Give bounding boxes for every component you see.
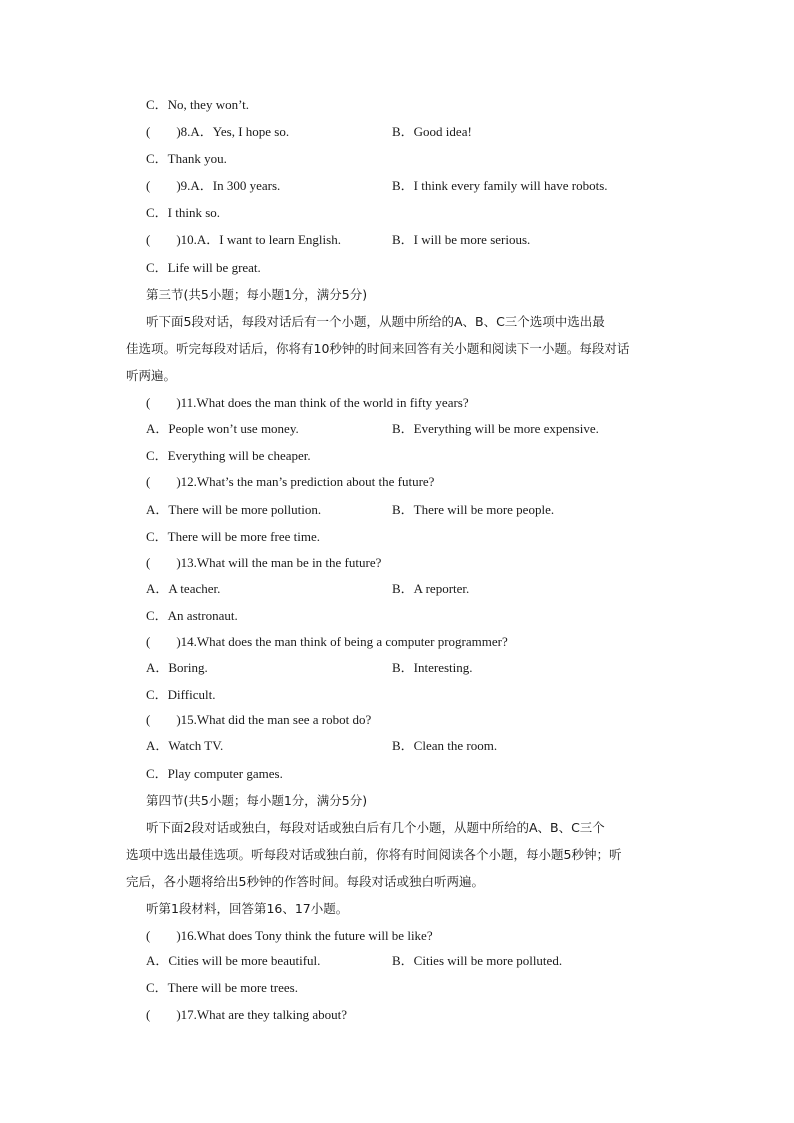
question-line: ( )13.What will the man be in the future? [146,555,382,570]
option-b: B．Everything will be more expensive. [392,421,599,436]
option-b: B．I will be more serious. [392,232,531,247]
option-line: C．There will be more trees. [146,980,298,995]
option-a: A．Boring. [146,660,208,675]
option-line: C．There will be more free time. [146,529,320,544]
option-line: C．Play computer games. [146,766,283,781]
option-a: A．Watch TV. [146,738,224,753]
question-line: ( )14.What does the man think of being a computer programmer? [146,634,508,649]
option-b: B．Good idea! [392,124,472,139]
instruction-line: 完后，各小题将给出5秒钟的作答时间。每段对话或独白听两遍。 [126,874,484,889]
question-line: ( )17.What are they talking about? [146,1007,348,1022]
option-a: A．People won’t use money. [146,421,299,436]
instruction-line: 佳选项。听完每段对话后，你将有10秒钟的时间来回答有关小题和阅读下一小题。每段对话 [126,341,630,356]
option-a: A．A teacher. [146,581,221,596]
section-heading: 第三节(共5小题；每小题1分，满分5分) [146,287,368,302]
option-line: C．Thank you. [146,151,227,166]
option-line: C．No, they won’t. [146,97,250,112]
material-line: 听第1段材料，回答第16、17小题。 [146,901,349,916]
question-line: ( )12.What’s the man’s prediction about the future? [146,474,435,489]
section-heading: 第四节(共5小题；每小题1分，满分5分) [146,793,368,808]
option-line: C．I think so. [146,205,221,220]
question-line: ( )9.A．In 300 years. [146,178,281,193]
option-a: A．There will be more pollution. [146,502,322,517]
instruction-line: 听下面2段对话或独白，每段对话或独白后有几个小题，从题中所给的A、B、C三个 [146,820,605,835]
option-line: C．An astronaut. [146,608,238,623]
option-b: B．Clean the room. [392,738,498,753]
option-b: B．Interesting. [392,660,473,675]
option-b: B．Cities will be more polluted. [392,953,563,968]
option-b: B．A reporter. [392,581,470,596]
instruction-line: 听两遍。 [126,368,177,383]
question-line: ( )11.What does the man think of the world in fifty years? [146,395,469,410]
option-a: A．Cities will be more beautiful. [146,953,321,968]
question-line: ( )15.What did the man see a robot do? [146,712,372,727]
question-line: ( )8.A．Yes, I hope so. [146,124,290,139]
option-line: C．Everything will be cheaper. [146,448,311,463]
option-b: B．I think every family will have robots. [392,178,608,193]
option-line: C．Life will be great. [146,260,261,275]
question-line: ( )10.A．I want to learn English. [146,232,341,247]
question-line: ( )16.What does Tony think the future will be like? [146,928,433,943]
option-b: B．There will be more people. [392,502,555,517]
option-line: C．Difficult. [146,687,216,702]
instruction-line: 选项中选出最佳选项。听每段对话或独白前，你将有时间阅读各个小题，每小题5秒钟；听 [126,847,622,862]
instruction-line: 听下面5段对话，每段对话后有一个小题，从题中所给的A、B、C三个选项中选出最 [146,314,605,329]
